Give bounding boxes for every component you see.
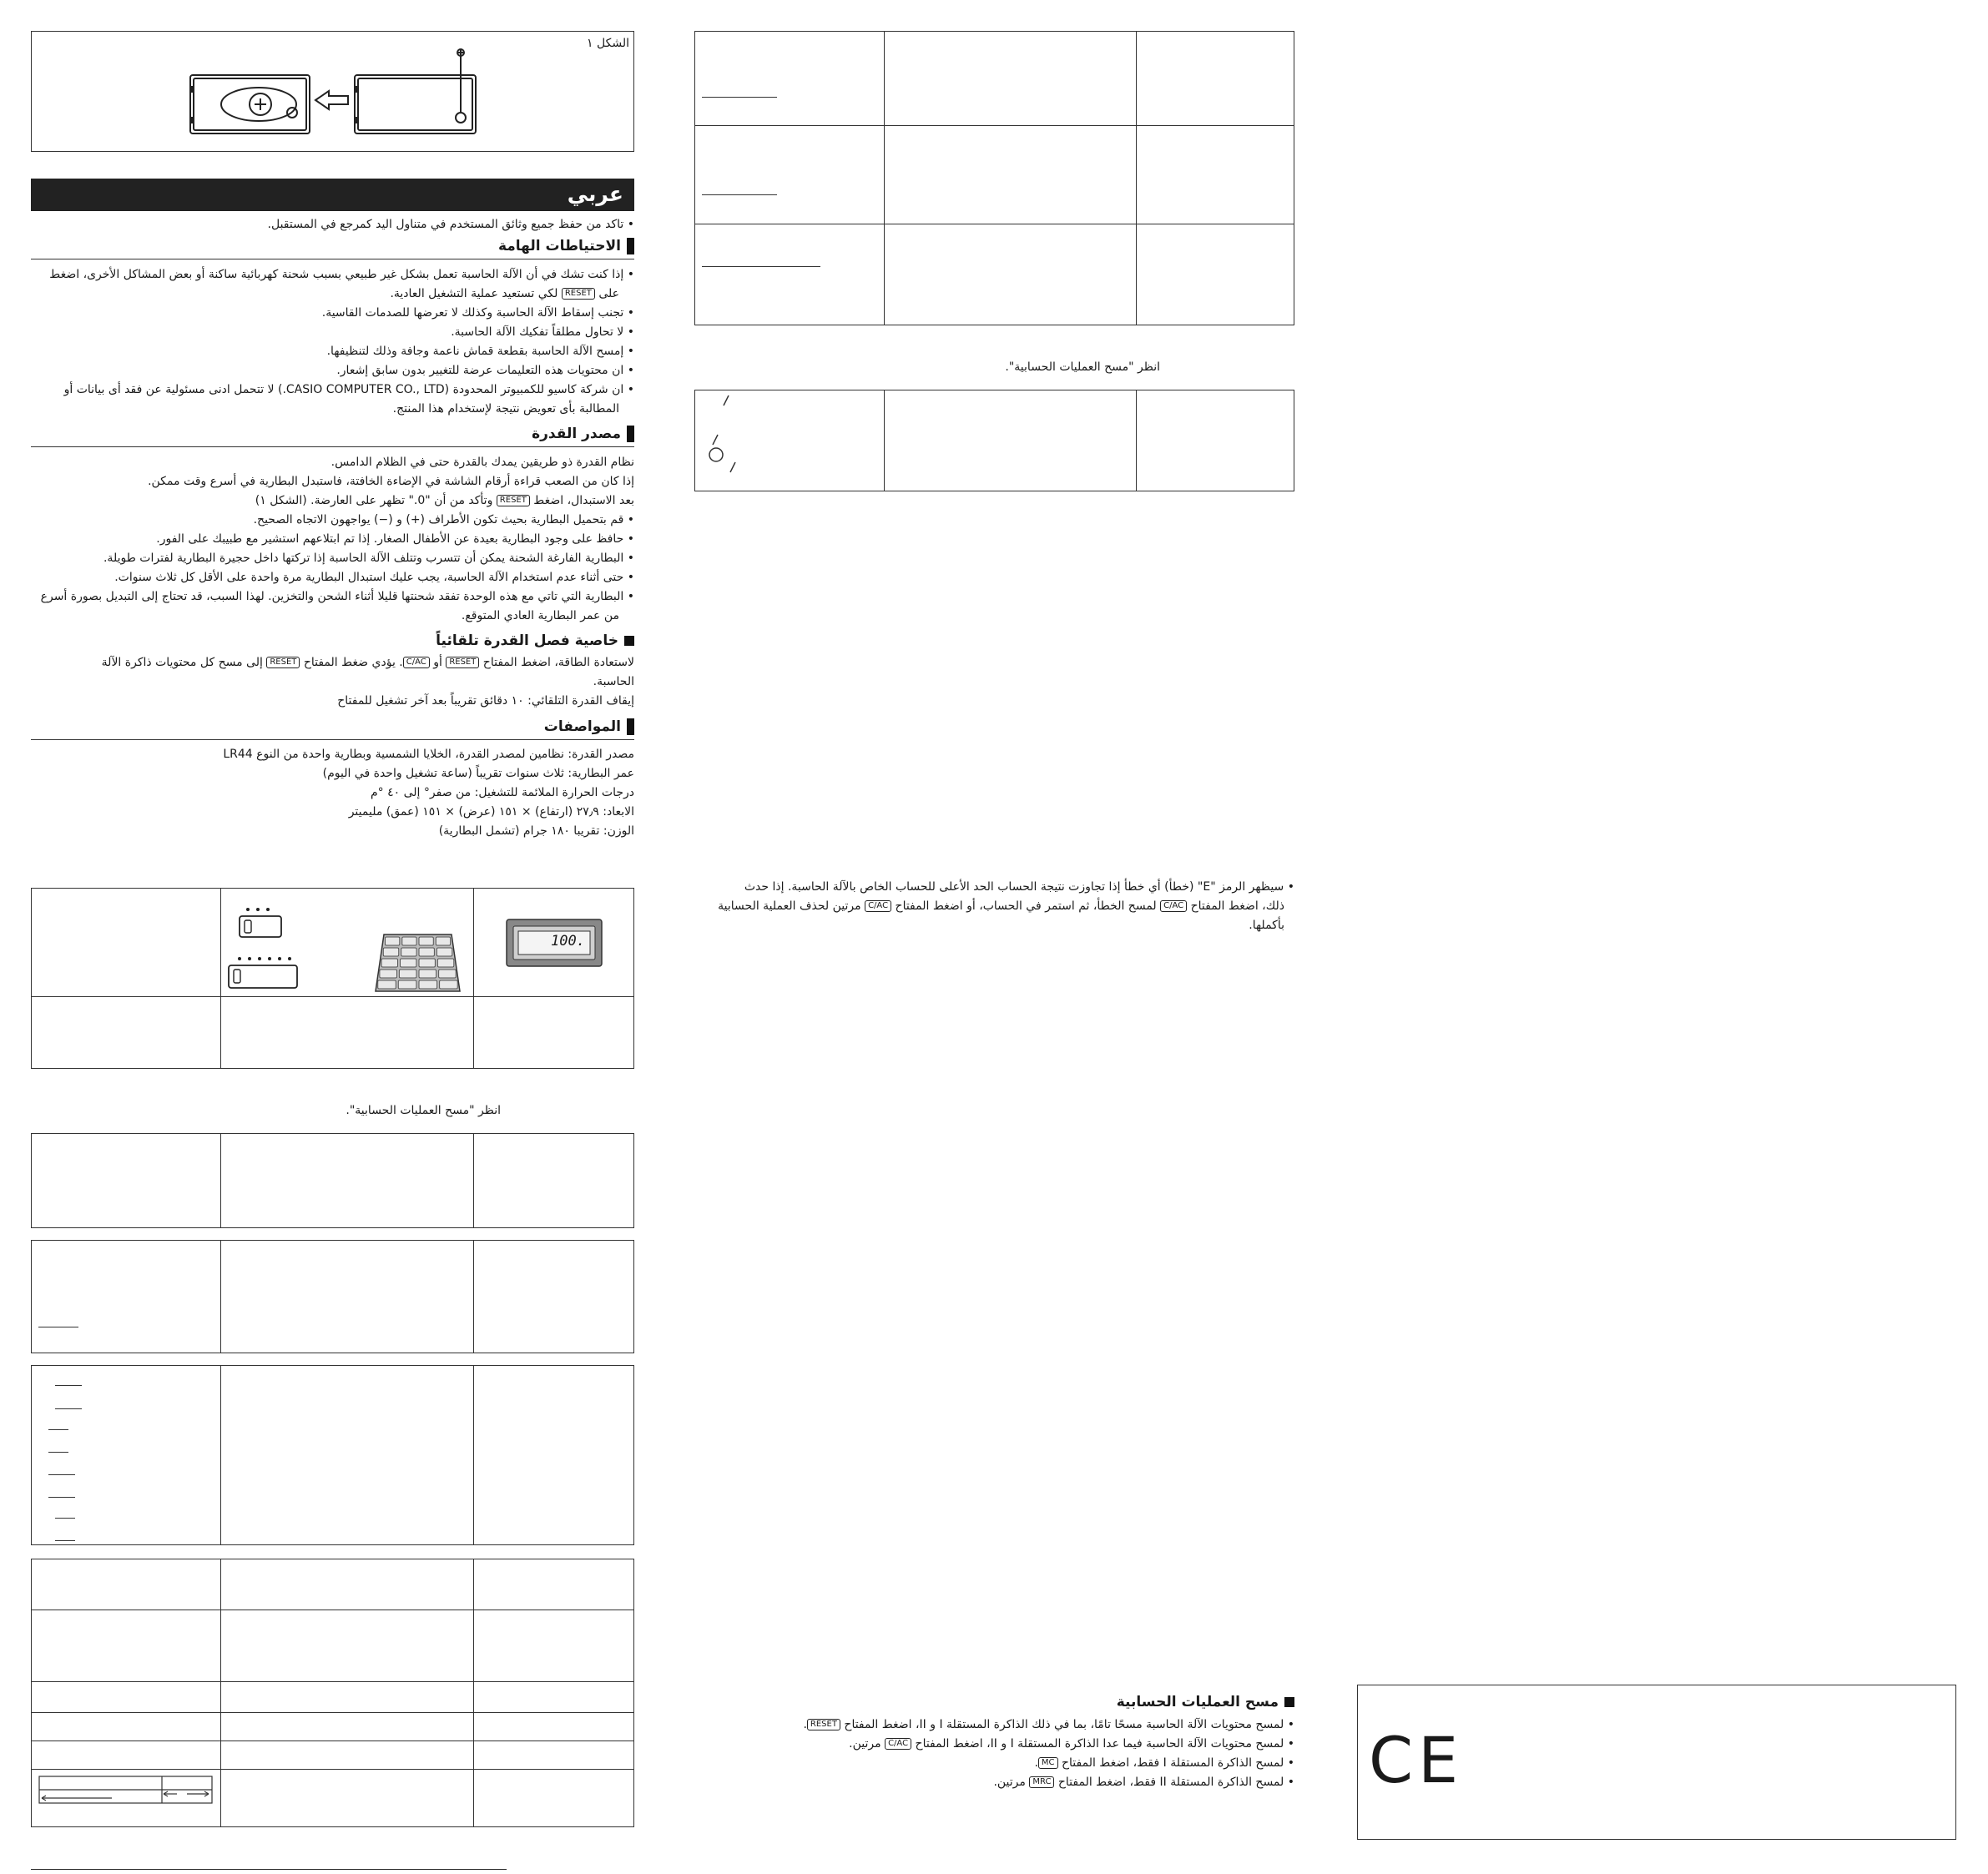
precautions-line: • إمسح الآلة الحاسبة بقطعة قماش ناعمة وجافة وذلك لتنظيفها. xyxy=(326,345,634,358)
battery-replacement-illustration xyxy=(184,46,484,142)
power-line: نظام القدرة ذو طريقين يمدك بالقدرة حتى في الظلام الدامس. xyxy=(330,456,634,469)
autopower-line: إيقاف القدرة التلقائي: ١٠ دقائق تقريباً بعد آخر تشغيل للمفتاح xyxy=(337,694,634,708)
underline-mark xyxy=(55,1518,75,1519)
table-col-divider xyxy=(473,1240,474,1353)
specs-line: مصدر القدرة: نظامين لمصدر القدرة، الخلايا الشمسية وبطارية واحدة من النوع LR44 xyxy=(223,748,634,761)
heading-marker-icon xyxy=(627,238,634,254)
underline-mark xyxy=(702,194,777,195)
clear-line: • لمسح الذاكرة المستقلة II فقط، اضغط المفتاح MRC مرتين. xyxy=(993,1776,1294,1789)
table-col-divider xyxy=(473,888,474,1069)
clear-heading xyxy=(694,1692,1294,1712)
power-line: • حافظ على وجود البطارية بعيدة عن الأطفال الصغار. إذا تم ابتلاعهم استشير مع طبيبك على الفور. xyxy=(156,532,634,546)
precautions-line: • ان محتويات هذه التعليمات عرضة للتغيير بدون سابق إشعار. xyxy=(336,364,634,377)
clear-line: • لمسح محتويات الآلة الحاسبة مسحًا تامًا، بما في ذلك الذاكرة المستقلة I و II، اضغط المفتاح RESET. xyxy=(803,1718,1294,1731)
precautions-heading xyxy=(31,236,634,256)
error-note-line: ذلك، اضغط المفتاح C/AC لمسح الخطأ، ثم استمر في الحساب، أو اضغط المفتاح C/AC مرتين لحذف العملية الحسابية xyxy=(718,899,1284,913)
square-bullet-icon xyxy=(624,636,634,646)
error-note-line: • سيظهر الرمز "E" (خطأ) أي خطأ إذا تجاوزت نتيجة الحساب الحد الأعلى للحساب الخاص بالآلة الحاسبة. إذا حدث xyxy=(744,880,1294,894)
specs-heading xyxy=(31,717,634,737)
table-col-divider xyxy=(220,888,221,1069)
table-col-divider xyxy=(473,1365,474,1545)
intro-text: • تاكد من حفظ جميع وثائق المستخدم في متناول اليد كمرجع في المستقبل. xyxy=(267,218,634,231)
precautions-list xyxy=(31,265,634,419)
underline-mark xyxy=(48,1429,68,1430)
example-table-1 xyxy=(31,1133,634,1228)
specs-line: درجات الحرارة الملائمة للتشغيل: من صفر° إلى ٤٠ °م xyxy=(370,786,634,799)
key-reset-icon: RESET xyxy=(497,495,530,506)
power-line: بعد الاستبدال، اضغط RESET وتأكد من أن "0." تظهر على العارضة. (الشكل ١) xyxy=(255,494,634,507)
precautions-heading-text: الاحتياطات الهامة xyxy=(497,238,621,254)
lcd-display-value: 100. xyxy=(551,933,585,950)
table-col-divider xyxy=(1136,390,1137,491)
key-reset-icon: RESET xyxy=(446,657,479,668)
table-row-divider xyxy=(31,1681,634,1682)
keypad-illustration xyxy=(374,933,462,993)
figure-1-label: الشكل ١ xyxy=(587,37,629,50)
table-row-divider xyxy=(31,1769,634,1770)
table-col-divider xyxy=(473,1133,474,1228)
precautions-line: المطالبة بأى تعويض نتيجة لإستخدام هذا المنتج. xyxy=(392,402,619,416)
ce-mark: CE xyxy=(1369,1723,1464,1797)
example-table-6 xyxy=(694,390,1294,491)
table-row-divider xyxy=(31,996,634,997)
underline-mark xyxy=(702,266,820,267)
key-mc-icon: MC xyxy=(1038,1757,1058,1769)
table-col-divider xyxy=(220,1365,221,1545)
error-note xyxy=(694,878,1294,935)
power-rule xyxy=(31,446,634,447)
example-table-5 xyxy=(694,31,1294,325)
heading-marker-icon xyxy=(627,718,634,735)
clear-line: • لمسح الذاكرة المستقلة I فقط، اضغط المفتاح MC. xyxy=(1034,1756,1294,1770)
table-col-divider xyxy=(220,1559,221,1827)
key-cac-icon: C/AC xyxy=(865,900,891,912)
power-line: • البطارية التي تاتي مع هذه الوحدة تفقد شحنتها قليلا أثناء الشحن والتخزين. لهذا السبب، قد تحتاج إلى التبديل بصورة أسرع xyxy=(40,590,634,603)
autopower-heading xyxy=(31,631,634,651)
underline-mark xyxy=(55,1385,82,1386)
table-col-divider xyxy=(884,390,885,491)
underline-mark xyxy=(55,1408,82,1409)
table-col-divider xyxy=(473,1559,474,1827)
precautions-line: • لا تحاول مطلقاً تفكيك الآلة الحاسبة. xyxy=(451,325,634,339)
table-col-divider xyxy=(884,31,885,325)
underline-mark xyxy=(48,1452,68,1453)
specs-list xyxy=(31,745,634,841)
key-reset-icon: RESET xyxy=(266,657,300,668)
underline-mark xyxy=(48,1497,75,1498)
precautions-line: على RESET لكي تستعيد عملية التشغيل العادية. xyxy=(390,287,619,300)
error-note-line: بأكملها. xyxy=(1249,919,1284,932)
power-line: إذا كان من الصعب قراءة أرقام الشاشة في الإضاءة الخافتة، فاستبدل البطارية في أسرع وقت ممكن. xyxy=(148,475,634,488)
autopower-heading-text: خاصية فصل القدرة تلقائياً xyxy=(436,632,618,649)
key-reset-icon: RESET xyxy=(807,1719,840,1730)
autopower-line: الحاسبة. xyxy=(593,675,634,688)
intro-note xyxy=(31,215,634,234)
key-reset-icon: RESET xyxy=(562,288,595,300)
key-cac-icon: C/AC xyxy=(885,1738,911,1750)
autopower-line: لاستعادة الطاقة، اضغط المفتاح RESET أو C/AC. يؤدي ضغط المفتاح RESET إلى مسح كل محتويات ذاكرة الآلة xyxy=(101,656,634,669)
key-cac-icon: C/AC xyxy=(403,657,430,668)
specs-line: الوزن: تقريبا ١٨٠ جرام (تشمل البطارية) xyxy=(438,824,634,838)
see-note-middle: انظر "مسح العمليات الحسابية". xyxy=(1005,360,1160,374)
table-row-divider xyxy=(31,1712,634,1713)
see-note-left: انظر "مسح العمليات الحسابية". xyxy=(346,1104,501,1117)
range-diagram xyxy=(37,1774,216,1807)
sign-marks xyxy=(705,390,747,482)
power-line: • حتى أثناء عدم استخدام الآلة الحاسبة، يجب عليك استبدال البطارية مرة واحدة على الأقل كل ثلاث سنوات. xyxy=(114,571,634,584)
underline-mark xyxy=(702,97,777,98)
power-list xyxy=(31,453,634,626)
key-mrc-icon: MRC xyxy=(1029,1776,1054,1788)
specs-line: عمر البطارية: ثلاث سنوات تقريباً (ساعة تشغيل واحدة في اليوم) xyxy=(322,767,634,780)
clear-heading-text: مسح العمليات الحسابية xyxy=(1116,1694,1279,1710)
table-row-divider xyxy=(694,125,1294,126)
square-bullet-icon xyxy=(1284,1697,1294,1707)
power-line: • قم بتحميل البطارية بحيث تكون الأطراف (+) و (−) يواجهون الاتجاه الصحيح. xyxy=(253,513,634,526)
clear-list xyxy=(694,1715,1294,1792)
example-table-3 xyxy=(31,1365,634,1545)
autopower-list xyxy=(31,653,634,711)
specs-rule xyxy=(31,739,634,740)
table-col-divider xyxy=(1136,31,1137,325)
underline-mark xyxy=(48,1474,75,1475)
key-cac-icon: C/AC xyxy=(1160,900,1187,912)
table-col-divider xyxy=(220,1240,221,1353)
power-heading xyxy=(31,424,634,444)
precautions-line: • إذا كنت تشك في أن الآلة الحاسبة تعمل بشكل غير طبيعي بسبب شحنة كهربائية ساكنة أو بعض المشاكل الأخرى، اضغط xyxy=(49,268,634,281)
specs-heading-text: المواصفات xyxy=(543,718,621,735)
page-bottom-rule xyxy=(31,1869,507,1870)
specs-line: الابعاد: ٢٧٫٩ (ارتفاع) × ١٥١ (عرض) × ١٥١ (عمق) مليميتر xyxy=(348,805,634,819)
display-indicator-illustration xyxy=(225,901,309,993)
example-table-2 xyxy=(31,1240,634,1353)
underline-mark xyxy=(55,1540,75,1541)
precautions-line: • ان شركة كاسيو للكمبيوتر المحدودة (CASIO COMPUTER CO., LTD.) لا تتحمل ادنى مسئولية عن فقد أى بيانات أو xyxy=(63,383,634,396)
precautions-line: • تجنب إسقاط الآلة الحاسبة وكذلك لا تعرضها للصدمات القاسية. xyxy=(321,306,634,320)
keyguide-table xyxy=(31,888,634,1069)
power-heading-text: مصدر القدرة xyxy=(532,426,621,442)
clear-line: • لمسح محتويات الآلة الحاسبة فيما عدا الذاكرة المستقلة I و II، اضغط المفتاح C/AC مرتين. xyxy=(849,1737,1294,1751)
table-col-divider xyxy=(220,1133,221,1228)
heading-marker-icon xyxy=(627,426,634,442)
power-line: • البطارية الفارغة الشحنة يمكن أن تتسرب وتتلف الآلة الحاسبة إذا تركتها داخل حجيرة البطارية لفترات طويلة. xyxy=(103,552,634,565)
power-line: من عمر البطارية العادي المتوقع. xyxy=(461,609,619,622)
language-title: عربي xyxy=(567,182,623,206)
